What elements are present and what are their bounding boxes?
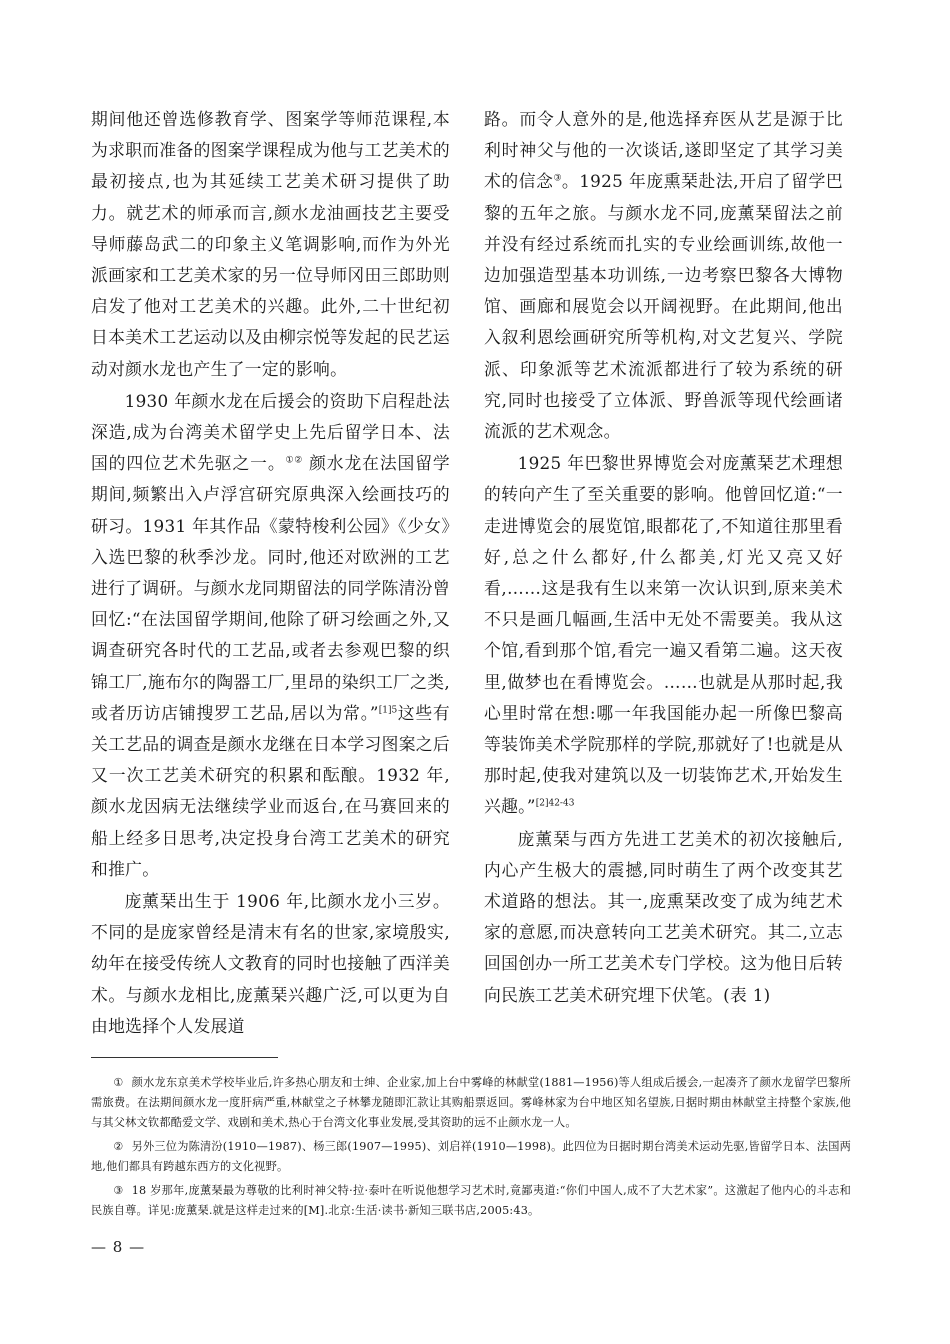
paragraph-text: 这些有关工艺品的调查是颜水龙继在日本学习图案之后又一次工艺美术研究的积累和酝酿。1932 年,颜水龙因病无法继续学业而返台,在马赛回来的船上经多日思考,决定投身台湾工艺美术的研究和推广。 bbox=[91, 702, 451, 879]
footnote-text: 18 岁那年,庞薰琹最为尊敬的比利时神父特·拉·泰叶在听说他想学习艺术时,竟鄙夷道:“你们中国人,成不了大艺术家”。这激起了他内心的斗志和民族自尊。详见:庞薰琹.就是这样走过来的[M].北京:生活·读书·新知三联书店,2005:43。 bbox=[91, 1184, 851, 1217]
paragraph-text: 。1925 年庞熏琹赴法,开启了留学巴黎的五年之旅。与颜水龙不同,庞薰琹留法之前并没有经过系统而扎实的专业绘画训练,故他一边加强造型基本功训练,一边考察巴黎各大博物馆、画廊和展览会以开阔视野。在此期间,他出入叙利恩绘画研究所等机构,对文艺复兴、学院派、印象派等艺术流派都进行了较为系统的研究,同时也接受了立体派、野兽派等现代绘画诸流派的艺术观念。 bbox=[484, 171, 844, 442]
footnote-mark: ① bbox=[113, 1076, 124, 1089]
paragraph-text: 庞薰琹出生于 1906 年,比颜水龙小三岁。不同的是庞家曾经是清末有名的世家,家境殷实,幼年在接受传统人文教育的同时也接触了西洋美术。与颜水龙相比,庞薰琹兴趣广泛,可以更为自由地选择个人发展道 bbox=[91, 891, 450, 1036]
page-number: — 8 — bbox=[91, 1238, 146, 1256]
paragraph-text: 1930 年颜水龙在后援会的资助下启程赴法深造,成为台湾美术留学史上先后留学日本、法国的四位艺术先驱之一。 bbox=[91, 390, 450, 474]
paragraph bbox=[91, 104, 450, 385]
paragraph-text: 期间他还曾选修教育学、图案学等师范课程,本为求职而准备的图案学课程成为他与工艺美术的最初接点,也为其延续工艺美术研习提供了助力。就艺术的师承而言,颜水龙油画技艺主要受导师藤岛武二的印象主义笔调影响,而作为外光派画家和工艺美术家的另一位导师冈田三郎助则启发了他对工艺美术的兴趣。此外,二十世纪初日本美术工艺运动以及由柳宗悦等发起的民艺运动对颜水龙也产生了一定的影响。 bbox=[91, 109, 450, 379]
citation-mark: ③ bbox=[553, 173, 562, 184]
footnote bbox=[91, 1073, 851, 1133]
right-column bbox=[484, 104, 843, 1011]
paragraph-text: 庞薰琹与西方先进工艺美术的初次接触后,内心产生极大的震撼,同时萌生了两个改变其艺术道路的想法。其一,庞熏琹改变了成为纯艺术家的意愿,而决意转向工艺美术研究。其二,立志回国创办一所工艺美术专门学校。这为他日后转向民族工艺美术研究埋下伏笔。(表 1) bbox=[484, 828, 843, 1005]
citation-mark: [1]5 bbox=[378, 705, 398, 716]
footnote bbox=[91, 1137, 851, 1177]
footnote-mark: ② bbox=[113, 1140, 124, 1153]
left-column bbox=[91, 104, 450, 1042]
footnote-text: 颜水龙东京美术学校毕业后,许多热心朋友和士绅、企业家,加上台中雾峰的林献堂(1881—1956)等人组成后援会,一起凑齐了颜水龙留学巴黎所需旅费。在法期间颜水龙一度肝病严重,林献堂之子林攀龙随即汇款让其购船票返回。雾峰林家为台中地区知名望族,日据时期由林献堂主持整个家族,他与其父林文钦都酷爱文学、戏剧和美术,热心于台湾文化事业发展,受其资助的远不止颜水龙一人。 bbox=[91, 1076, 851, 1129]
footnote bbox=[91, 1181, 851, 1221]
citation-mark: [2]42-43 bbox=[535, 798, 575, 809]
paragraph-text: 路。而令人意外的是,他选择弃医从艺是源于比利时神父与他的一次谈话,遂即坚定了其学习美术的信念 bbox=[484, 109, 843, 192]
paragraph bbox=[484, 104, 843, 447]
paragraph-text: 1925 年巴黎世界博览会对庞薰琹艺术理想的转向产生了至关重要的影响。他曾回忆道:“一走进博览会的展览馆,眼都花了,不知道往那里看好,总之什么都好,什么都美,灯光又亮又好看,……这是我有生以来第一次认识到,原来美术不只是画几幅画,生活中无处不需要美。我从这个馆,看到那个馆,看完一遍又看第二遍。这天夜里,做梦也在看博览会。……也就是从那时起,我心里时常在想:哪一年我国能办起一所像巴黎高等装饰美术学院那样的学院,那就好了!也就是从那时起,使我对建筑以及一切装饰艺术,开始发生兴趣。” bbox=[484, 453, 843, 817]
paragraph bbox=[484, 448, 843, 822]
paragraph-text: 颜水龙在法国留学期间,频繁出入卢浮宫研究原典深入绘画技巧的研习。1931 年其作品《蒙特梭利公园》《少女》入选巴黎的秋季沙龙。同时,他还对欧洲的工艺进行了调研。与颜水龙同期留法的同学陈清汾曾回忆:“在法国留学期间,他除了研习绘画之外,又调查研究各时代的工艺品,或者去参观巴黎的织锦工厂,施布尔的陶器工厂,里昂的染织工厂之类,或者历访店铺搜罗工艺品,居以为常。” bbox=[91, 453, 450, 723]
footnotes bbox=[91, 1073, 851, 1225]
paragraph bbox=[91, 886, 450, 1042]
paragraph bbox=[484, 824, 843, 1011]
footnote-mark: ③ bbox=[113, 1184, 124, 1197]
footnote-text: 另外三位为陈清汾(1910—1987)、杨三郎(1907—1995)、刘启祥(1910—1998)。此四位为日据时期台湾美术运动先驱,皆留学日本、法国两地,他们都具有跨越东西方的文化视野。 bbox=[91, 1140, 851, 1173]
paragraph bbox=[91, 386, 450, 885]
citation-mark: ①② bbox=[285, 455, 303, 466]
footnote-divider bbox=[91, 1057, 278, 1058]
